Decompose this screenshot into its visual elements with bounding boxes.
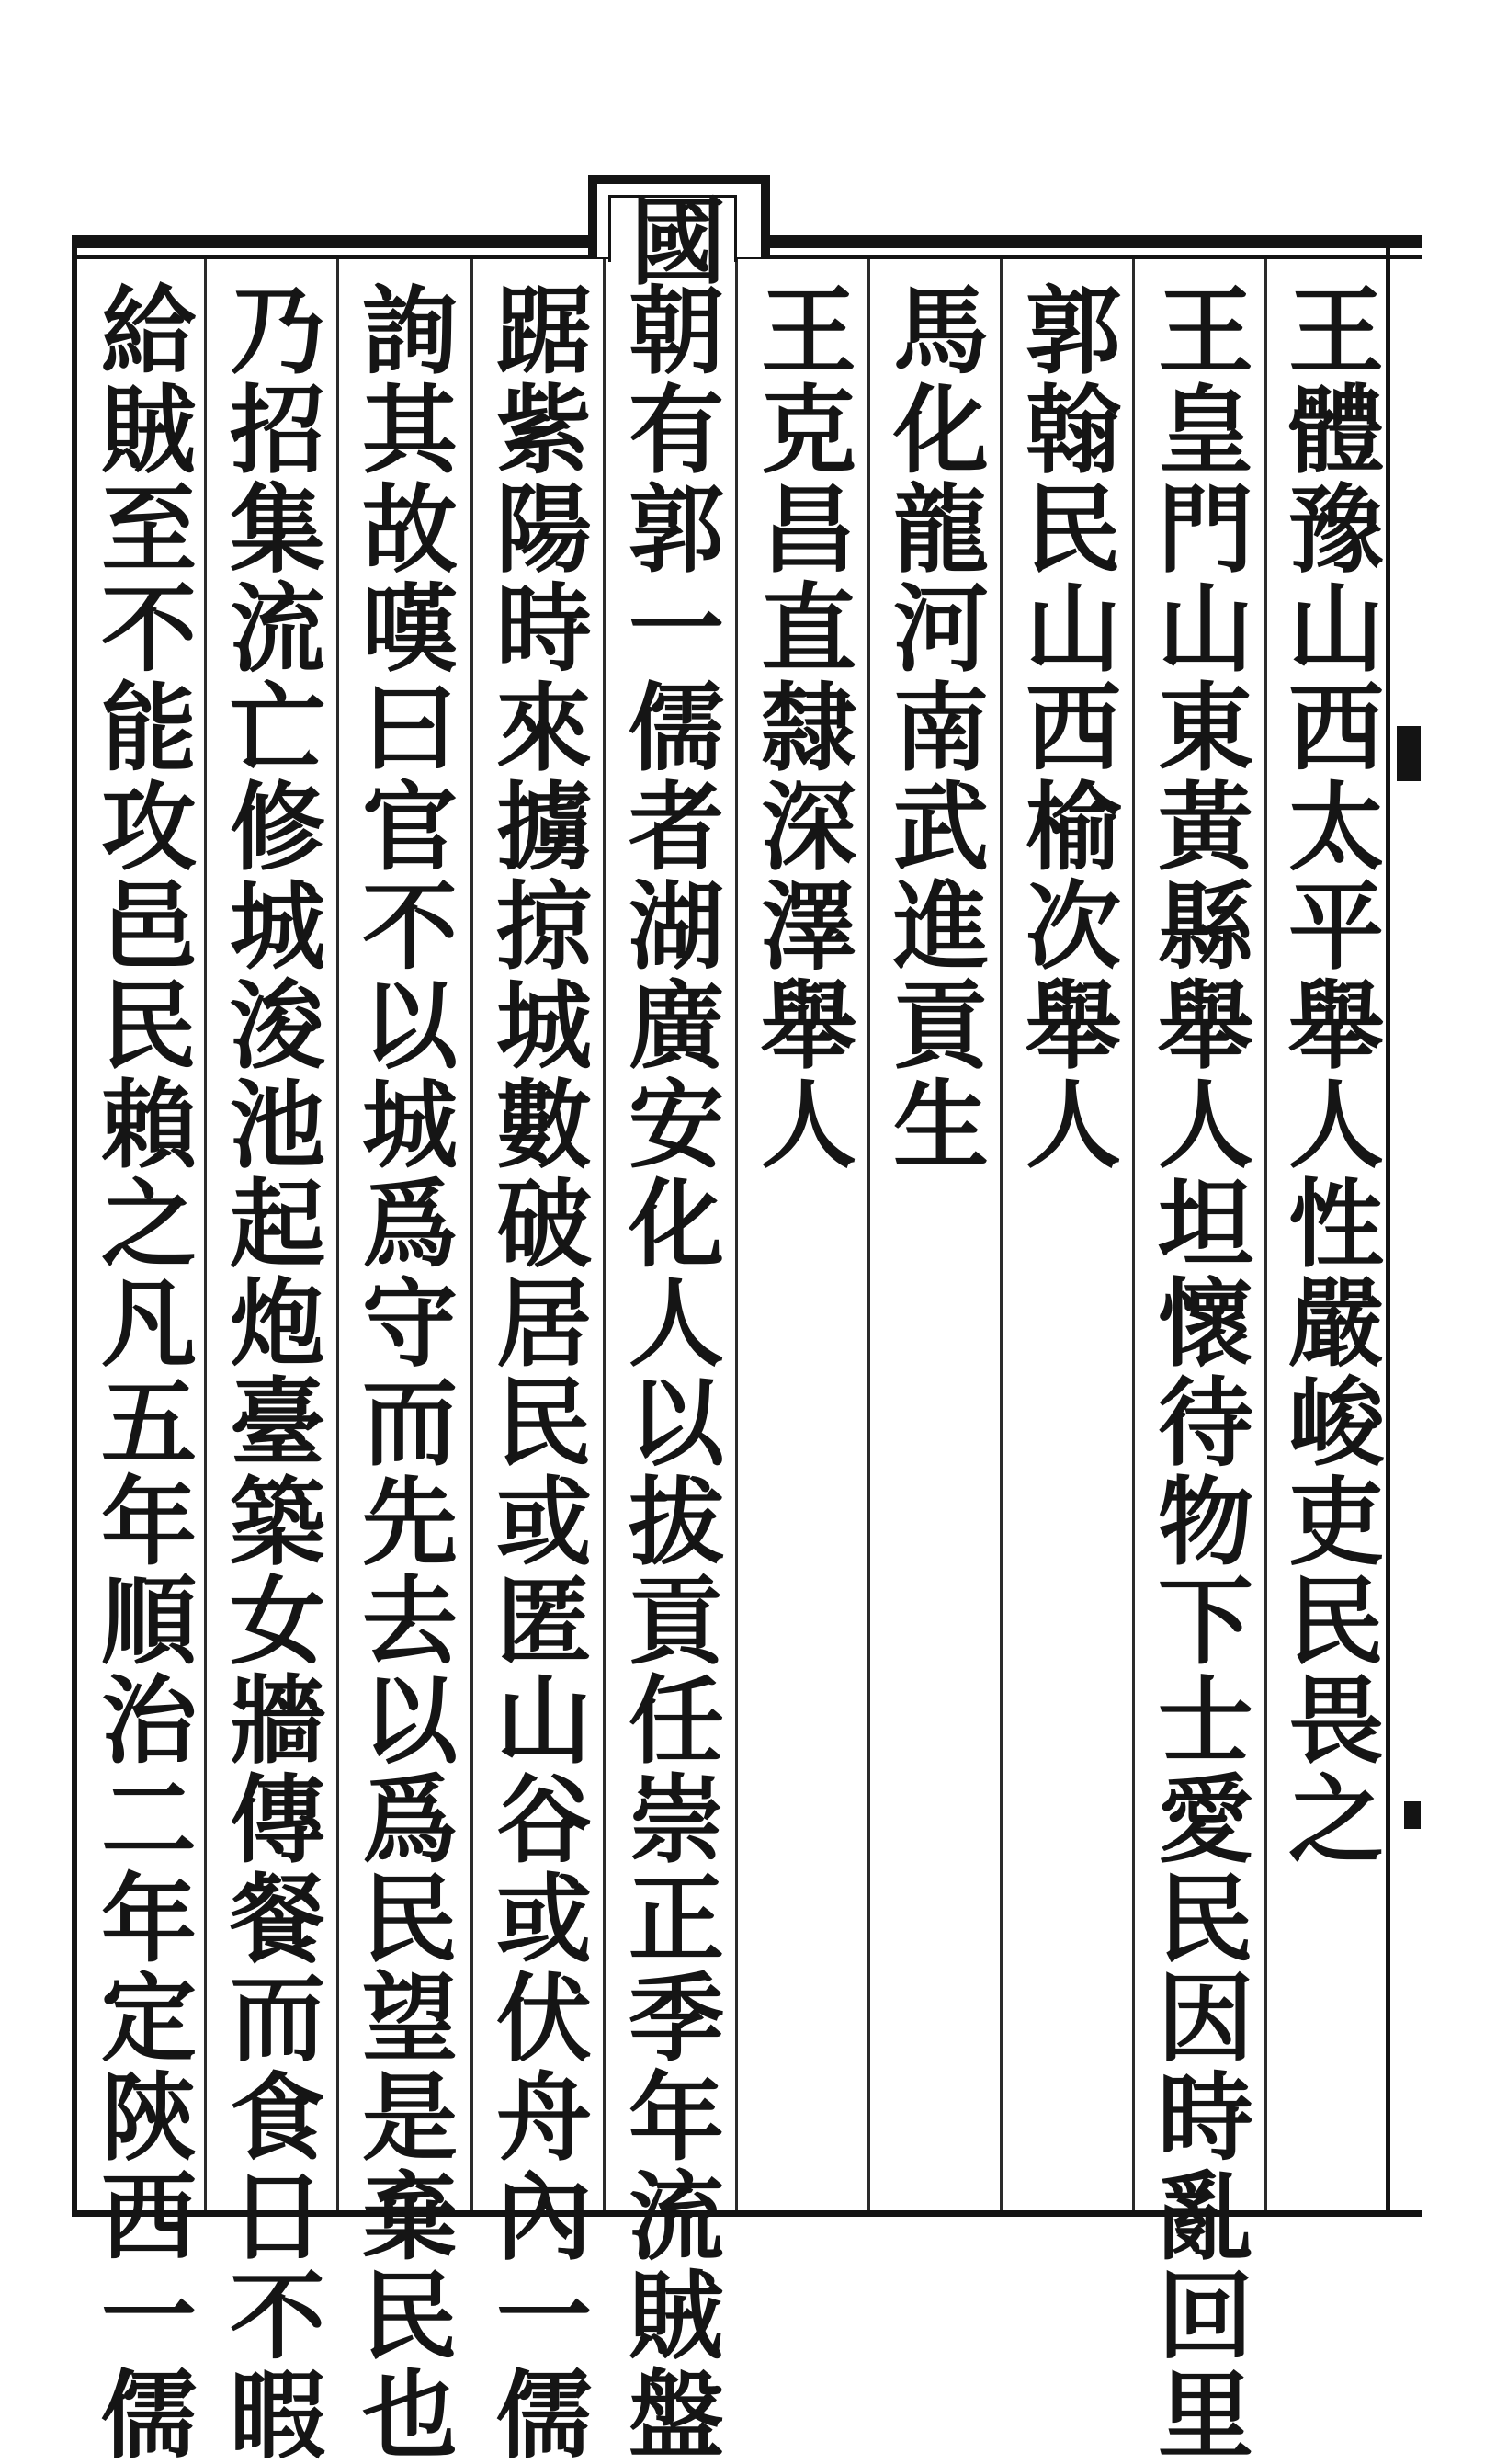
text-column-4: 馬化龍河南武進貢生 xyxy=(877,280,990,1174)
edge-trim-mark xyxy=(1397,726,1421,781)
column-divider xyxy=(735,259,738,2210)
text-column-1: 王體豫山西太平舉人性嚴峻吏民畏之 xyxy=(1272,280,1385,1868)
column-divider xyxy=(867,259,870,2210)
column-divider xyxy=(470,259,473,2210)
column-divider xyxy=(1264,259,1267,2210)
text-column-2: 王皇門山東黃縣舉人坦懷待物下士愛民因時亂回里 xyxy=(1141,280,1254,2464)
text-column-5: 王克昌直隸深澤舉人 xyxy=(744,280,857,1174)
column-divider xyxy=(336,259,339,2210)
column-divider xyxy=(1000,259,1003,2210)
text-column-10: 給賊至不能攻邑民賴之凡五年順治二年定陝西一儒 xyxy=(85,280,198,2464)
text-column-3: 郭翰民山西榆次舉人 xyxy=(1009,280,1122,1174)
edge-trim-mark xyxy=(1404,1801,1421,1829)
text-column-7: 踞紫陽時來擄掠城數破居民或匿山谷或伏舟內一儒 xyxy=(480,280,593,2464)
honorific-character: 國 xyxy=(614,191,727,287)
text-column-9: 乃招集流亡修城浚池起炮臺築女牆傳餐而食日不暇 xyxy=(213,280,326,2464)
text-column-6: 朝有郭一儒者湖廣安化人以拔貢任崇正季年流賊盤 xyxy=(612,280,725,2464)
text-column-8: 詢其故嘆曰官不以城爲守而先去以爲民望是棄民也 xyxy=(346,280,459,2464)
column-divider xyxy=(204,259,207,2210)
column-divider xyxy=(603,259,606,2210)
left-border-rule xyxy=(72,248,77,2215)
column-divider xyxy=(1132,259,1135,2210)
